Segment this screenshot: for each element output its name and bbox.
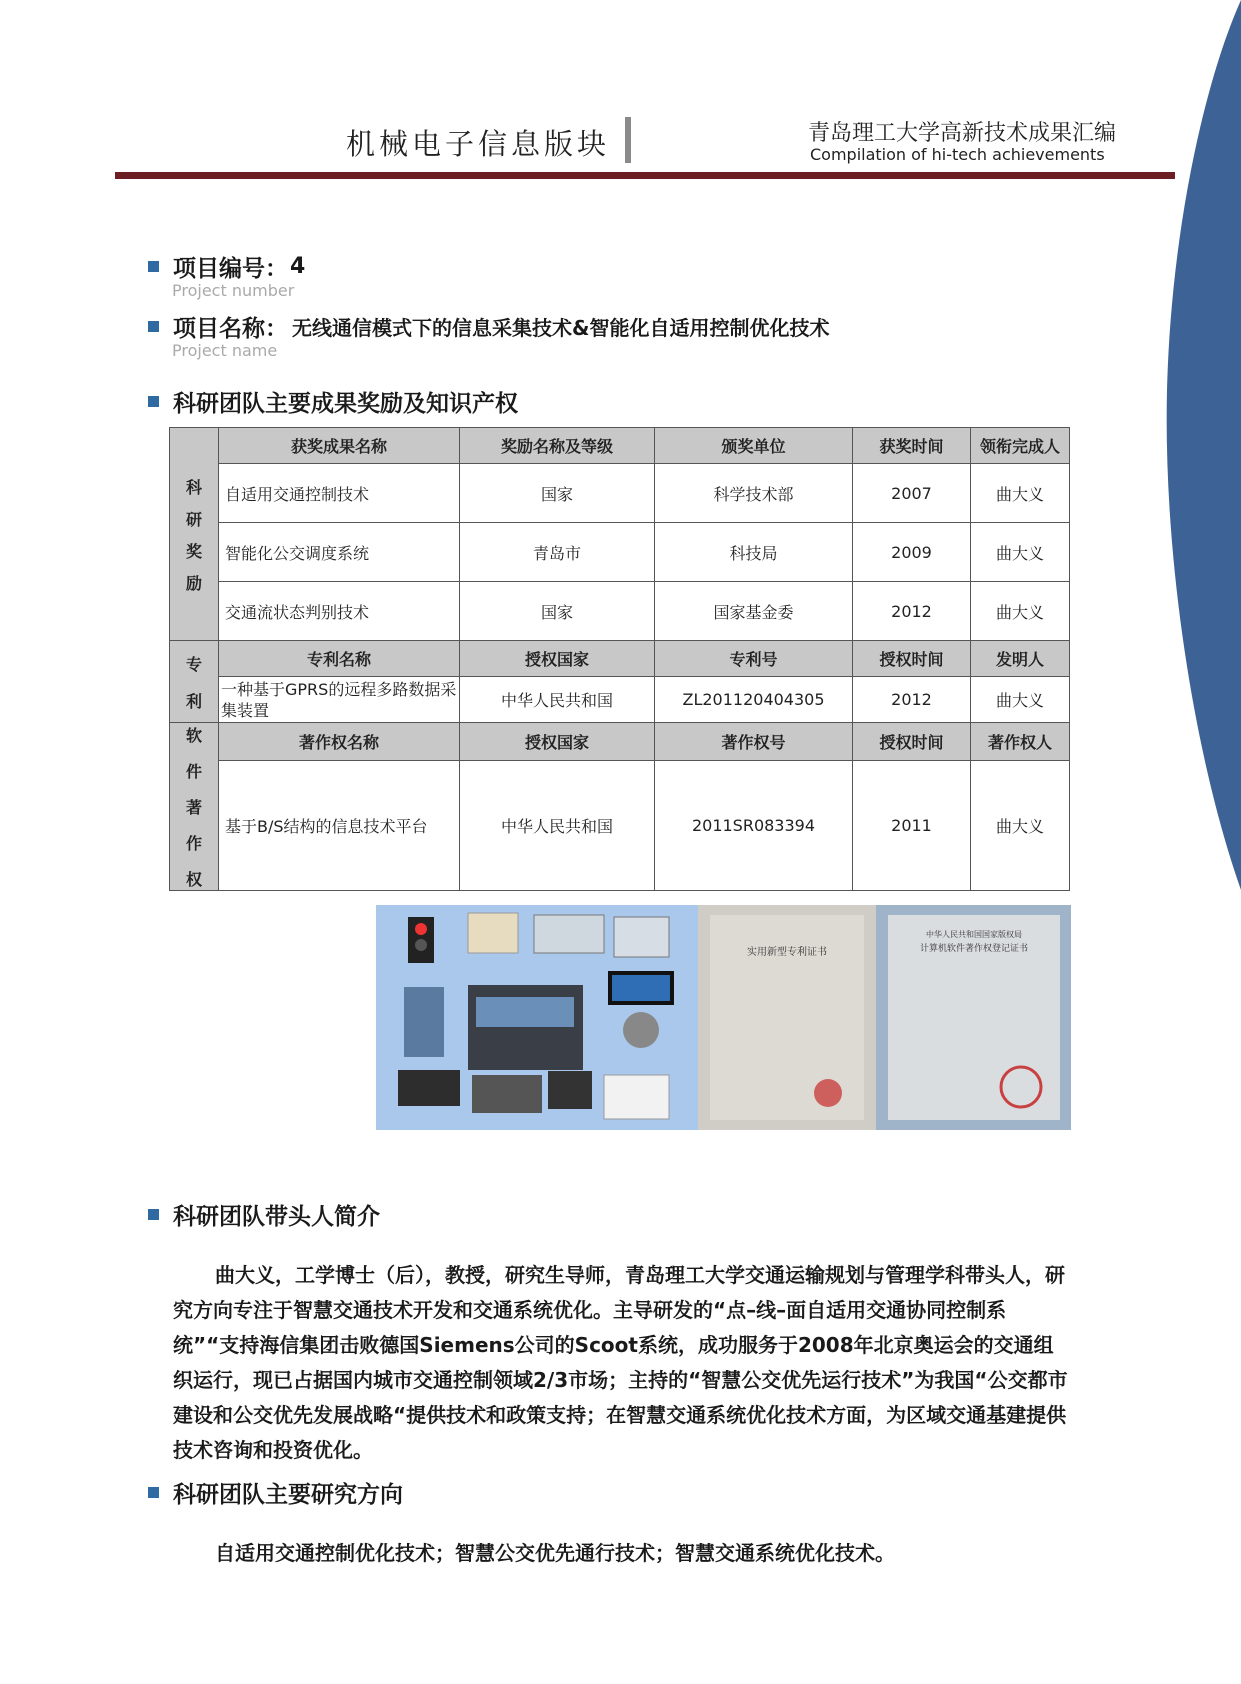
leader-text: 曲大义，工学博士（后），教授，研究生导师，青岛理工大学交通运输规划与管理学科带头人，研究方向专注于智慧交通技术开发和交通系统优化。主导研发的“点–线–面自适用交通协同控制系统”“支持海信集团击败德国Siemens公司的Scoot系统，成功服务于2008年北京奥运会的交通组织运行，现已占据国内城市交通控制领域2/3市场；主持的“智慧公交优先运行技术”为我国“公交都市建设和公交优先发展战略“提供技术和政策支持；在智慧交通系统优化技术方面，为区域交通基建提供技术咨询和投资优化。 [173,1263,1068,1462]
device-thumb [614,917,669,957]
table-cell: 2011 [853,760,971,890]
patent-certificate-title: 实用新型专利证书 [747,947,827,958]
column-header: 奖励名称及等级 [460,428,655,464]
column-header: 著作权人 [971,723,1070,761]
project-name-value: 无线通信模式下的信息采集技术&智能化自适用控制优化技术 [292,316,830,340]
table-row [170,677,1070,723]
bullet-square-icon [148,1487,159,1498]
group-char: 专 [185,654,202,674]
group-char: 软 [185,726,202,745]
project-number-en: Project number [172,281,295,300]
awards-header-row [170,428,1070,464]
achievement-photo [376,905,1071,1130]
column-header: 获奖成果名称 [219,428,460,464]
detector-thumb [404,987,444,1057]
column-header: 发明人 [971,641,1070,677]
bullet-square-icon [148,261,159,272]
table-cell: 科学技术部 [655,464,853,523]
table-cell: 交通流状态判别技术 [219,582,460,641]
table-row [170,523,1070,582]
group-char: 作 [185,834,202,853]
photo-collage [376,905,1071,1130]
header-rule [115,172,1175,179]
blue-arc-decoration [1155,0,1241,900]
group-char: 权 [185,870,202,889]
group-char: 奖 [185,541,202,561]
table-cell: 2012 [853,582,971,641]
table-cell: 自适用交通控制技术 [219,464,460,523]
group-char: 利 [185,691,202,711]
table-cell: 国家 [460,582,655,641]
column-header: 颁奖单位 [655,428,853,464]
table-cell: 科技局 [655,523,853,582]
column-header: 著作权名称 [219,723,460,761]
table-cell: 中华人民共和国 [460,677,655,723]
group-char: 科 [185,477,202,497]
table-cell: 曲大义 [971,677,1070,723]
patent-group-cell [170,641,219,723]
column-header: 获奖时间 [853,428,971,464]
leader-heading [148,1198,380,1231]
patent-header-row [170,641,1070,677]
table-cell: 2009 [853,523,971,582]
screen-display [612,975,670,1001]
map-thumb [468,913,518,953]
direction-text: 自适用交通控制优化技术；智慧公交优先通行技术；智慧交通系统优化技术。 [215,1541,895,1565]
column-header: 授权时间 [853,723,971,761]
column-header: 专利名称 [219,641,460,677]
table-cell: 一种基于GPRS的远程多路数据采集装置 [219,677,460,723]
project-name-label: 项目名称： [173,316,288,342]
controller-thumb [534,915,604,953]
table-cell: 2007 [853,464,971,523]
group-char: 研 [185,509,202,529]
column-header: 授权时间 [853,641,971,677]
collection-title-en: Compilation of hi-tech achievements [810,145,1105,164]
section-title: 机械电子信息版块 [346,127,611,161]
chart-thumb [604,1075,669,1119]
monitor-thumb [548,1071,592,1109]
table-cell: 2012 [853,677,971,723]
achievements-heading-text: 科研团队主要成果奖励及知识产权 [173,391,518,417]
copyright-certificate-line1: 中华人民共和国国家版权局 [926,930,1022,939]
bullet-square-icon [148,321,159,332]
achievements-heading [148,385,518,418]
table-cell: 智能化公交调度系统 [219,523,460,582]
amber-light [415,939,427,951]
group-char: 著 [185,798,202,817]
red-seal-icon [814,1079,842,1107]
column-header: 授权国家 [460,723,655,761]
red-light [415,923,427,935]
project-name-en: Project name [172,341,278,360]
column-header: 授权国家 [460,641,655,677]
group-char: 励 [185,573,202,593]
display-panel-thumb [398,1070,460,1106]
table-cell: 国家基金委 [655,582,853,641]
project-name-heading [148,310,829,343]
table-cell: 曲大义 [971,760,1070,890]
column-header: 专利号 [655,641,853,677]
table-row [170,464,1070,523]
group-char: 件 [185,762,202,781]
gauge-thumb [623,1012,659,1048]
project-number-value: 4 [290,254,306,279]
table-cell: 基于B/S结构的信息技术平台 [219,760,460,890]
table-row [170,582,1070,641]
project-number-label: 项目编号： [173,256,288,282]
leader-paragraph [173,1258,1071,1468]
awards-group-cell [170,428,219,641]
table-cell: 曲大义 [971,582,1070,641]
column-header: 著作权号 [655,723,853,761]
bus-interior-thumb [472,1075,542,1113]
bullet-square-icon [148,396,159,407]
software-header-row [170,723,1070,761]
header-separator [625,117,631,163]
leader-heading-text: 科研团队带头人简介 [173,1204,380,1230]
achievements-table [169,427,1070,891]
collection-title-cn: 青岛理工大学高新技术成果汇编 [808,121,1117,146]
bullet-square-icon [148,1209,159,1220]
table-cell: 曲大义 [971,464,1070,523]
table-cell: 中华人民共和国 [460,760,655,890]
table-cell: 2011SR083394 [655,760,853,890]
video-wall [476,997,574,1027]
project-number-heading [148,250,305,283]
direction-paragraph [173,1536,1071,1571]
table-cell: 青岛市 [460,523,655,582]
table-cell: 曲大义 [971,523,1070,582]
direction-heading [148,1476,403,1509]
table-row [170,760,1070,890]
table-cell: 国家 [460,464,655,523]
software-group-cell [170,723,219,891]
column-header: 领衔完成人 [971,428,1070,464]
copyright-certificate-line2: 计算机软件著作权登记证书 [919,944,1029,954]
direction-heading-text: 科研团队主要研究方向 [173,1482,403,1508]
table-cell: ZL201120404305 [655,677,853,723]
